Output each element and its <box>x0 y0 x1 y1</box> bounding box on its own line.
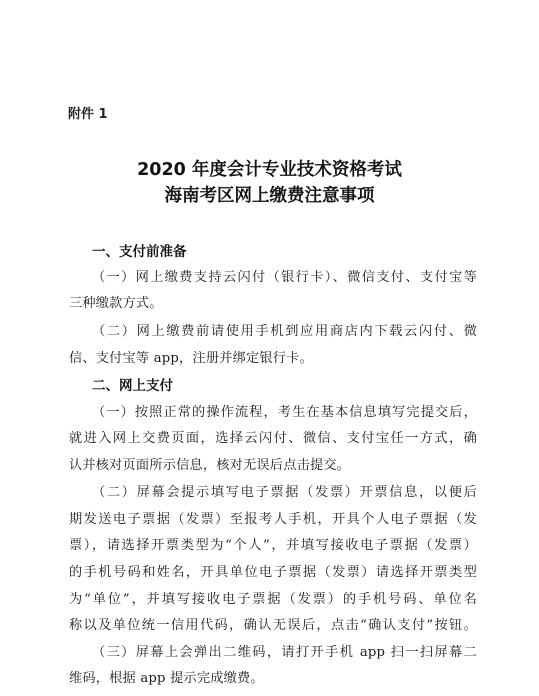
paragraph-line: 认并核对页面所示信息，核对无误后点击提交。 <box>69 458 351 473</box>
paragraph-line: 维码，根据 app 提示完成缴费。 <box>69 671 264 686</box>
paragraph-line: （二）网上缴费前请使用手机到应用商店内下载云闪付、微 <box>92 324 477 339</box>
paragraph-line: 称以及单位统一信用代码，确认无误后，点击“确认支付”按钮。 <box>69 618 477 633</box>
paragraph-line: （三）屏幕上会弹出二维码，请打开手机 app 扫一扫屏幕二 <box>92 645 477 660</box>
paragraph-line: （二）屏幕会提示填写电子票据（发票）开票信息，以便后 <box>92 485 477 500</box>
paragraph-line: （一）网上缴费支持云闪付（银行卡）、微信支付、支付宝等 <box>92 270 477 285</box>
paragraph-line: （一）按照正常的操作流程，考生在基本信息填写完提交后， <box>92 405 477 420</box>
section-heading-online-payment: 二、网上支付 <box>92 378 173 394</box>
paragraph-line: 期发送电子票据（发票）至报考人手机，开具个人电子票据（发 <box>69 512 477 527</box>
paragraph-line: 就进入网上交费页面，选择云闪付、微信、支付宝任一方式，确 <box>69 431 477 446</box>
section-heading-preparation: 一、支付前准备 <box>92 244 187 260</box>
paragraph-line: 三种缴款方式。 <box>69 296 163 311</box>
document-title-line-2: 海南考区网上缴费注意事项 <box>164 186 375 206</box>
document-title-line-1: 2020 年度会计专业技术资格考试 <box>137 160 402 180</box>
paragraph-line: 的手机号码和姓名，开具单位电子票据（发票）请选择开票类型 <box>69 565 477 580</box>
paragraph-line: 为“单位”，并填写接收电子票据（发票）的手机号码、单位名 <box>69 592 477 607</box>
paragraph-line: 票），请选择开票类型为“个人”，并填写接收电子票据（发票） <box>69 538 477 553</box>
paragraph-line: 信、支付宝等 app，注册并绑定银行卡。 <box>69 351 313 366</box>
attachment-label: 附件 1 <box>68 107 108 122</box>
